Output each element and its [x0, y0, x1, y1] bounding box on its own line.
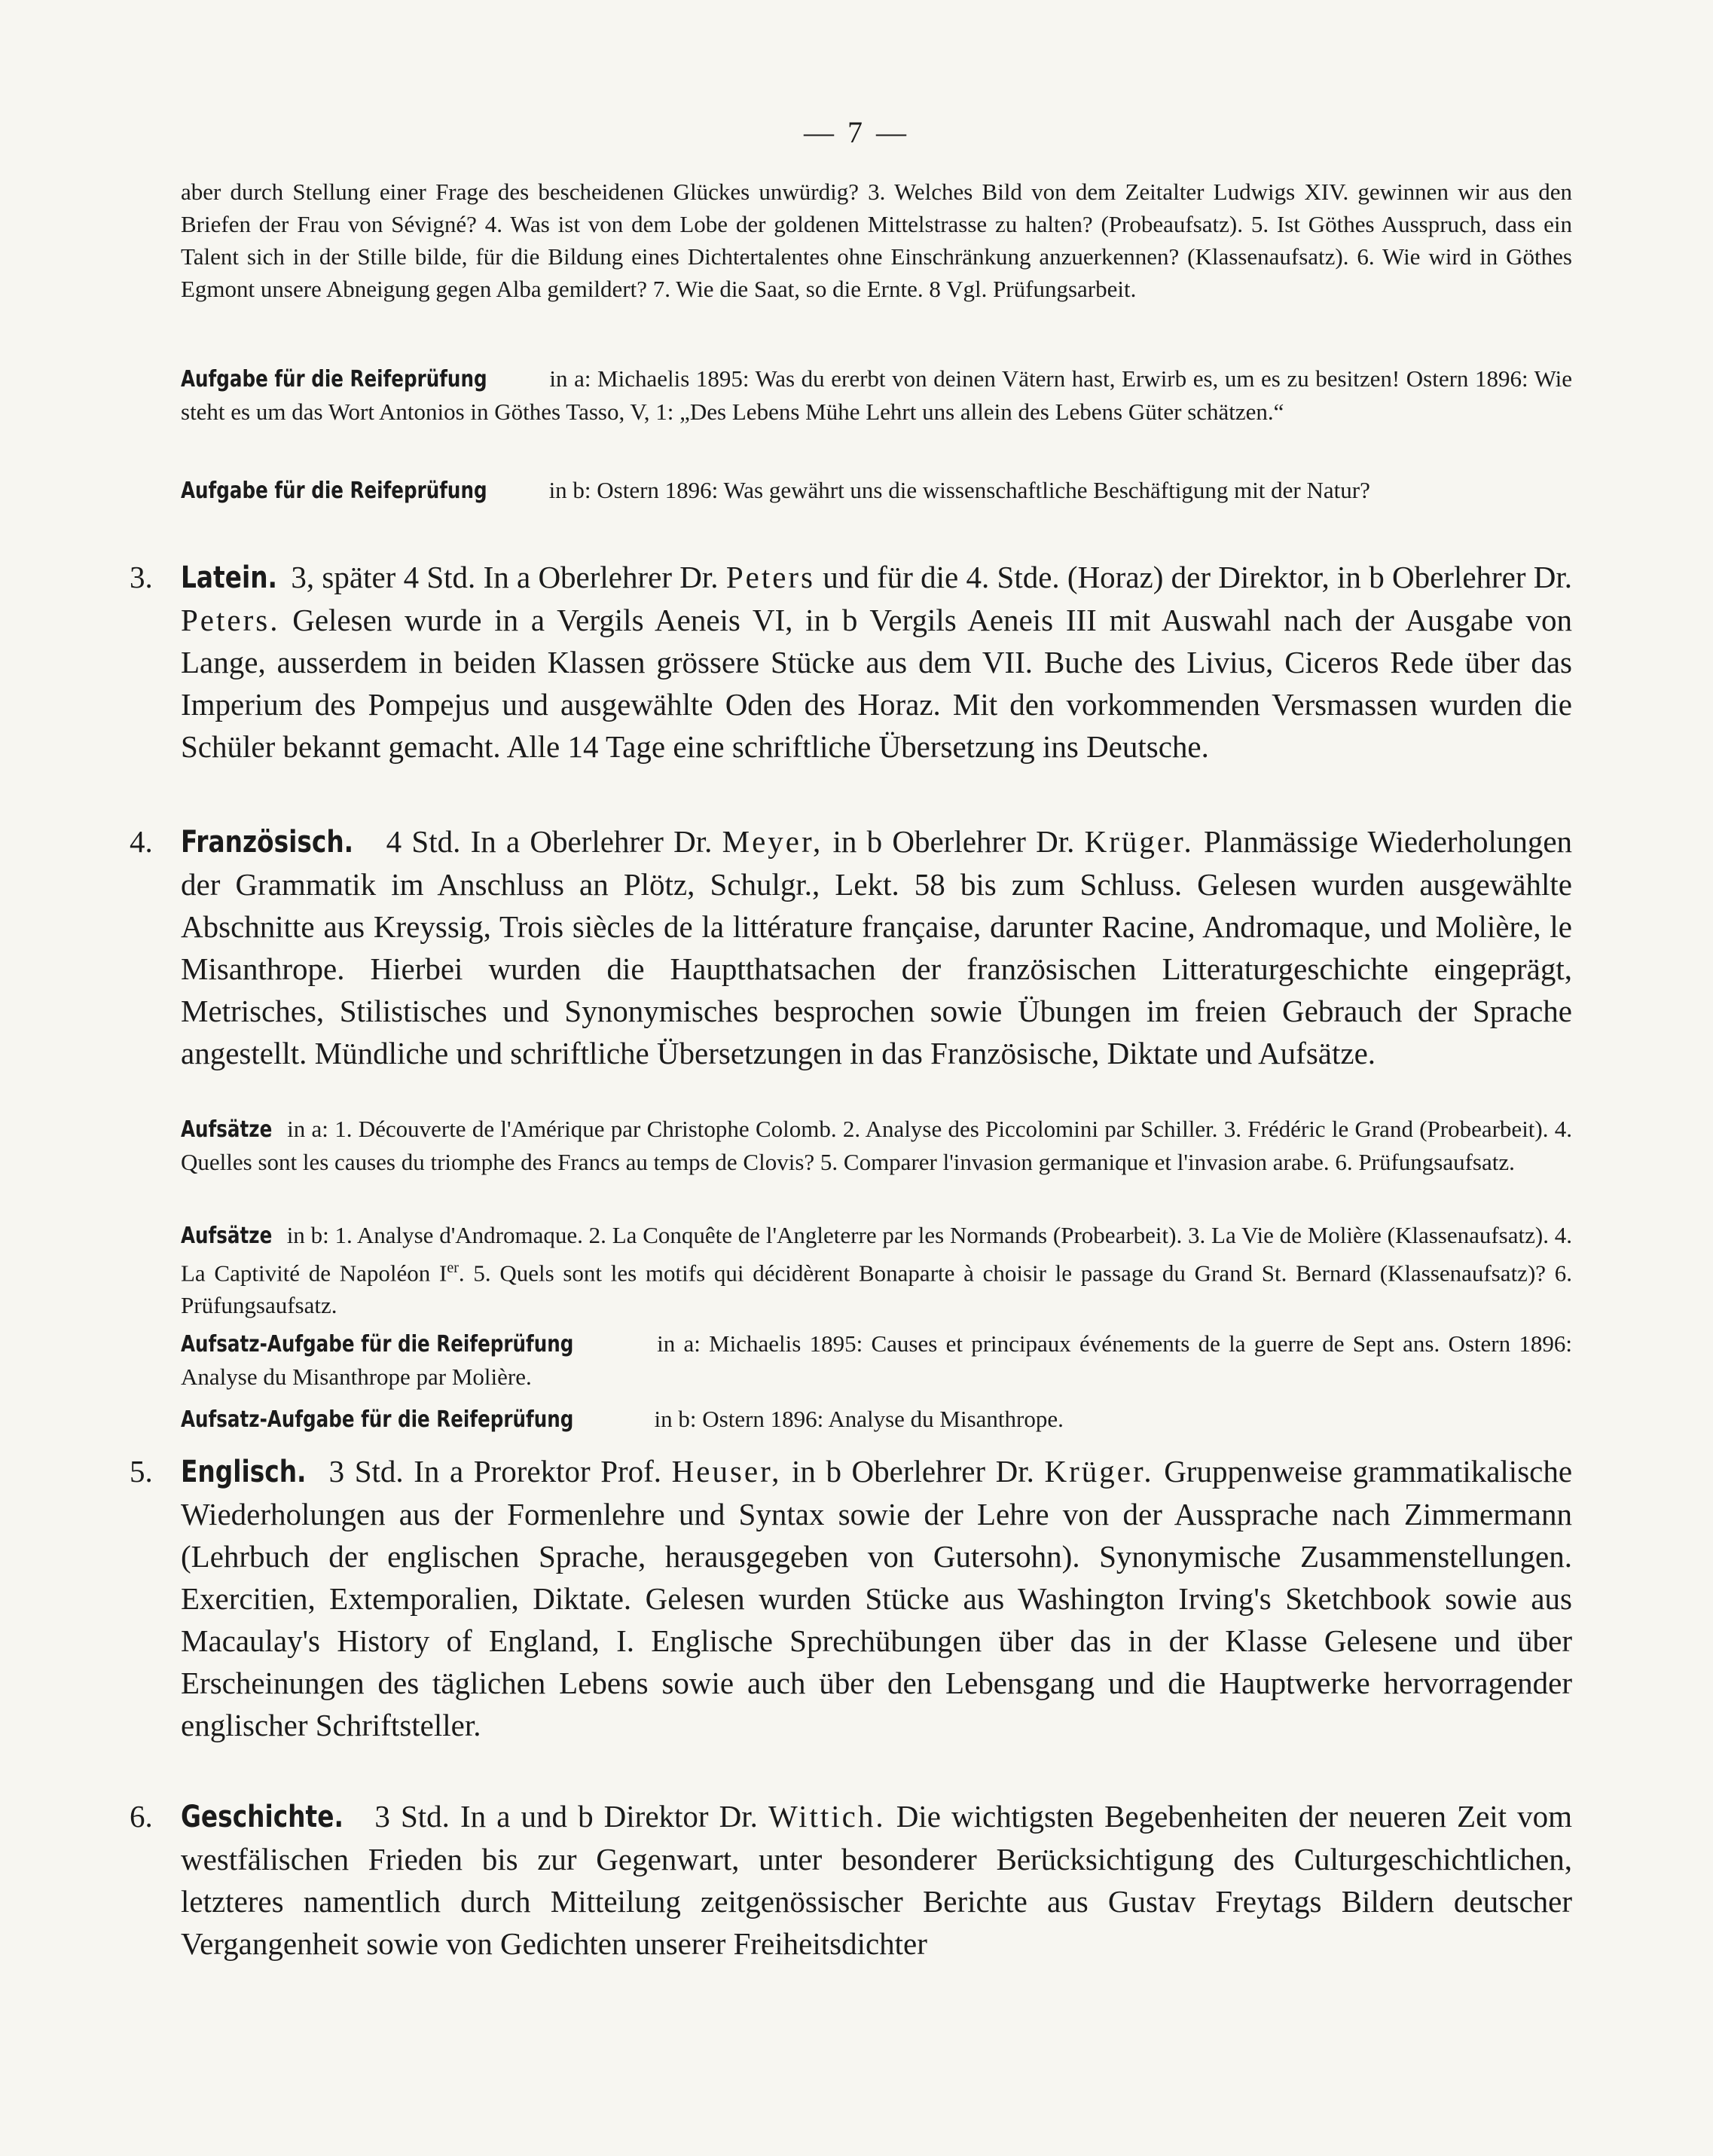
teacher-name: Wittich. — [768, 1799, 886, 1834]
reifepruefung-a-heading: Aufgabe für die Reifeprüfung — [181, 366, 487, 392]
section-heading-franzoesisch: Französisch. — [181, 825, 354, 860]
teacher-name: Peters — [725, 560, 816, 594]
aufsaetze-a-heading: Aufsätze — [181, 1116, 273, 1143]
aufsatz-reife-a-paragraph: Aufsatz-Aufgabe für die Reifeprüfung in a: Michaelis 1895: Causes et principaux événements de la guerre de Sept ans. Ostern 1896: Analyse du Misanthrope par Molière. — [181, 1327, 1572, 1393]
section-latein: 3. Latein. 3, später 4 Std. In a Oberlehrer Dr. Peters und für die 4. Stde. (Horaz) der Direktor, in b Oberlehrer Dr. Peters. Gelesen wurde in a Vergils Aeneis VI, in b Vergils Aeneis III mit Auswahl nach der Ausgabe von Lange, ausserdem in beiden Klassen grössere Stücke aus dem VII. Buche des Livius, Ciceros Rede über das Imperium des Pompejus und ausgewählte Oden des Horaz. Mit den vorkommenden Versmassen wurden die Schüler bekannt gemacht. Alle 14 Tage eine schriftliche Übersetzung ins Deutsche. — [181, 556, 1572, 768]
page-number: — 7 — — [804, 115, 909, 149]
reifepruefung-a-paragraph: Aufgabe für die Reifeprüfung in a: Michaelis 1895: Was du ererbt von deinen Vätern hast, Erwirb es, um es zu besitzen! Ostern 1896: Wie steht es um das Wort Antonios in Göthes Tasso, V, 1: „Des Lebens Mühe Lehrt uns allein des Lebens Güter schätzen.“ — [181, 362, 1572, 428]
aufsaetze-b-paragraph: Aufsätze in b: 1. Analyse d'Andromaque. 2. La Conquête de l'Angleterre par les Normands (Probearbeit). 3. La Vie de Molière (Klassenaufsatz). 4. La Captivité de Napoléon Ier. 5. Quels sont les motifs qui décidèrent Bonaparte à choisir le passage du Grand St. Bernard (Klassenaufsatz)? 6. Prüfungsaufsatz. — [181, 1219, 1572, 1321]
section-heading-geschichte: Geschichte. — [181, 1800, 344, 1834]
teacher-name: Heuser, — [671, 1454, 782, 1489]
section-number: 4. — [130, 824, 153, 859]
aufsatz-reife-b-heading: Aufsatz-Aufgabe für die Reifeprüfung — [181, 1406, 574, 1433]
aufsaetze-b-heading: Aufsätze — [181, 1223, 273, 1249]
section-franzoesisch: 4. Französisch. 4 Std. In a Oberlehrer Dr. Meyer, in b Oberlehrer Dr. Krüger. Planmässige Wiederholungen der Grammatik im Anschluss an Plötz, Schulgr., Lekt. 58 bis zum Schluss. Gelesen wurden ausgewählte Abschnitte aus Kreyssig, Trois siècles de la littérature française, darunter Racine, Andromaque, und Molière, le Misanthrope. Hierbei wurden die Hauptthatsachen der französischen Litteraturgeschichte eingeprägt, Metrisches, Stilistisches und Synonymisches besprochen sowie Übungen im freien Gebrauch der Sprache angestellt. Mündliche und schriftliche Übersetzungen in das Französische, Diktate und Aufsätze. — [181, 820, 1572, 1074]
section-englisch: 5. Englisch. 3 Std. In a Prorektor Prof. Heuser, in b Oberlehrer Dr. Krüger. Gruppenweise grammatikalische Wiederholungen aus der Formenlehre und Syntax sowie der Lehre von der Aussprache nach Zimmermann (Lehrbuch der englischen Sprache, herausgegeben von Gutersohn). Synonymische Zusammenstellungen. Exercitien, Extemporalien, Diktate. Gelesen wurden Stücke aus Washington Irving's Sketchbook sowie aus Macaulay's History of England, I. Englische Sprechübungen über das in der Klasse Gelesene und über Erscheinungen des täglichen Lebens sowie auch über den Lebensgang und die Hauptwerke hervorragender englischer Schriftsteller. — [181, 1450, 1572, 1746]
aufsatz-reife-a-heading: Aufsatz-Aufgabe für die Reifeprüfung — [181, 1331, 574, 1357]
german-essay-topics: aber durch Stellung einer Frage des bescheidenen Glückes unwürdig? 3. Welches Bild von dem Zeitalter Ludwigs XIV. gewinnen wir aus den Briefen der Frau von Sévigné? 4. Was ist von dem Lobe der goldenen Mittelstrasse zu halten? (Probeaufsatz). 5. Ist Göthes Ausspruch, dass ein Talent sich in der Stille bilde, für die Bildung eines Dichtertalentes ohne Einschränkung anzuerkennen? (Klassenaufsatz). 6. Wie wird in Göthes Egmont unsere Abneigung gegen Alba gemildert? 7. Wie die Saat, so die Ernte. 8 Vgl. Prüfungsarbeit. — [181, 179, 1572, 302]
reifepruefung-b-paragraph: Aufgabe für die Reifeprüfung in b: Ostern 1896: Was gewährt uns die wissenschaftliche Beschäftigung mit der Natur? — [181, 474, 1572, 507]
section-heading-englisch: Englisch. — [181, 1455, 307, 1489]
section-geschichte: 6. Geschichte. 3 Std. In a und b Direktor Dr. Wittich. Die wichtigsten Begebenheiten der neueren Zeit vom westfälischen Frieden bis zur Gegenwart, unter besonderer Berücksichtigung des Culturgeschichtlichen, letzteres namentlich durch Mitteilung zeitgenössischer Berichte aus Gustav Freytags Bildern deutscher Vergangenheit sowie von Gedichten unserer Freiheitsdichter — [181, 1795, 1572, 1965]
teacher-name: Peters. — [181, 603, 280, 637]
reifepruefung-b-heading: Aufgabe für die Reifeprüfung — [181, 478, 487, 504]
section-number: 6. — [130, 1799, 153, 1834]
teacher-name: Krüger. — [1084, 824, 1194, 859]
section-number: 3. — [130, 560, 153, 594]
section-heading-latein: Latein. — [181, 560, 278, 595]
aufsatz-reife-b-paragraph: Aufsatz-Aufgabe für die Reifeprüfung in b: Ostern 1896: Analyse du Misanthrope. — [181, 1403, 1572, 1436]
teacher-name: Meyer, — [722, 824, 823, 859]
teacher-name: Krüger. — [1044, 1454, 1154, 1489]
section-number: 5. — [130, 1454, 153, 1489]
aufsaetze-a-paragraph: Aufsätze in a: 1. Découverte de l'Amérique par Christophe Colomb. 2. Analyse des Piccolomini par Schiller. 3. Frédéric le Grand (Probearbeit). 4. Quelles sont les causes du triomphe des Francs au temps de Clovis? 5. Comparer l'invasion germanique et l'invasion arabe. 6. Prüfungsaufsatz. — [181, 1113, 1572, 1178]
